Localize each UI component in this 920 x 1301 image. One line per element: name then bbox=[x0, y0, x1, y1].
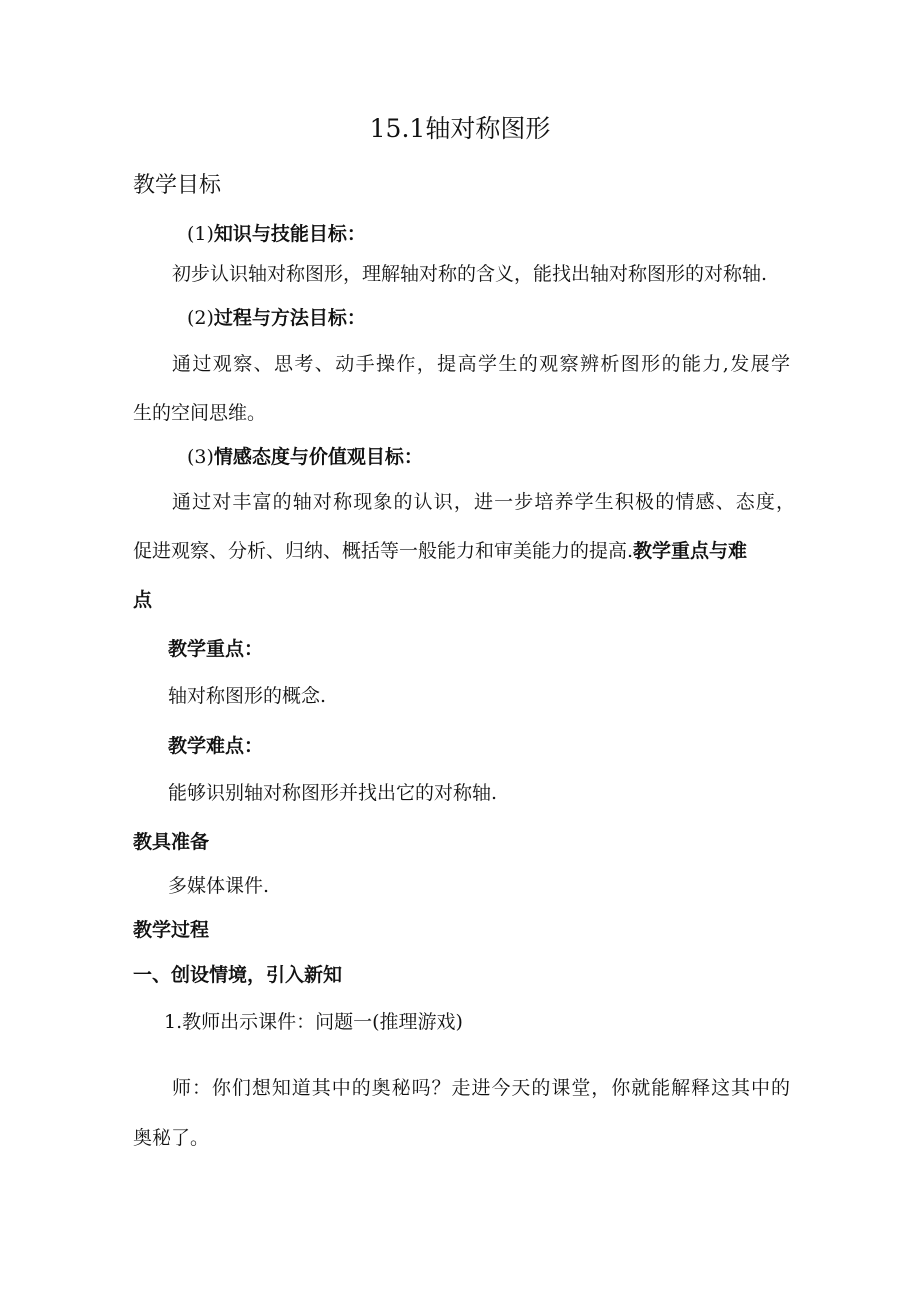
objective-3-text-line2 bbox=[133, 539, 747, 563]
objective-3-label: 情感态度与价值观目标： bbox=[213, 446, 423, 468]
key-difficult-heading: 教学重点与难 bbox=[633, 540, 748, 562]
objective-2-label: 过程与方法目标： bbox=[213, 307, 366, 329]
objective-3-number: (3) bbox=[187, 446, 214, 468]
materials-text: 多媒体课件. bbox=[168, 875, 270, 897]
objective-2-text-line2: 生的空间思维。 bbox=[133, 402, 267, 424]
objective-2-heading bbox=[187, 306, 366, 330]
difficult-point-text: 能够识别轴对称图形并找出它的对称轴. bbox=[168, 782, 498, 804]
objective-3-text-line1: 通过对丰富的轴对称现象的认识，进一步培养学生积极的情感、态度， bbox=[172, 491, 795, 513]
objective-2-number: (2) bbox=[187, 307, 214, 329]
objective-3-text-line2-body: 促进观察、分析、归纳、概括等一般能力和审美能力的提高. bbox=[133, 540, 634, 562]
key-difficult-heading-cont: 点 bbox=[133, 589, 153, 611]
process-item-1: 1.教师出示课件：问题一(推理游戏) bbox=[164, 1011, 463, 1033]
objective-1-number: (1) bbox=[187, 223, 214, 245]
objective-1-heading bbox=[187, 222, 366, 246]
section-objectives-heading: 教学目标 bbox=[133, 173, 222, 198]
objective-1-label: 知识与技能目标： bbox=[213, 223, 366, 245]
difficult-point-label: 教学难点： bbox=[168, 735, 264, 757]
objective-3-heading bbox=[187, 445, 423, 469]
teacher-text-line1: 师：你们想知道其中的奥秘吗？走进今天的课堂，你就能解释这其中的 bbox=[172, 1077, 790, 1099]
key-point-label: 教学重点： bbox=[168, 638, 264, 660]
process-heading: 教学过程 bbox=[133, 919, 210, 941]
key-point-text: 轴对称图形的概念. bbox=[168, 685, 327, 707]
document-title: 15.1轴对称图形 bbox=[369, 114, 551, 143]
materials-heading: 教具准备 bbox=[133, 831, 210, 853]
objective-2-text-line1: 通过观察、思考、动手操作，提高学生的观察辨析图形的能力,发展学 bbox=[172, 353, 790, 375]
objective-1-text: 初步认识轴对称图形，理解轴对称的含义，能找出轴对称图形的对称轴. bbox=[172, 263, 768, 285]
process-step-heading: 一、创设情境，引入新知 bbox=[133, 964, 343, 986]
teacher-text-line2: 奥秘了。 bbox=[133, 1127, 210, 1149]
